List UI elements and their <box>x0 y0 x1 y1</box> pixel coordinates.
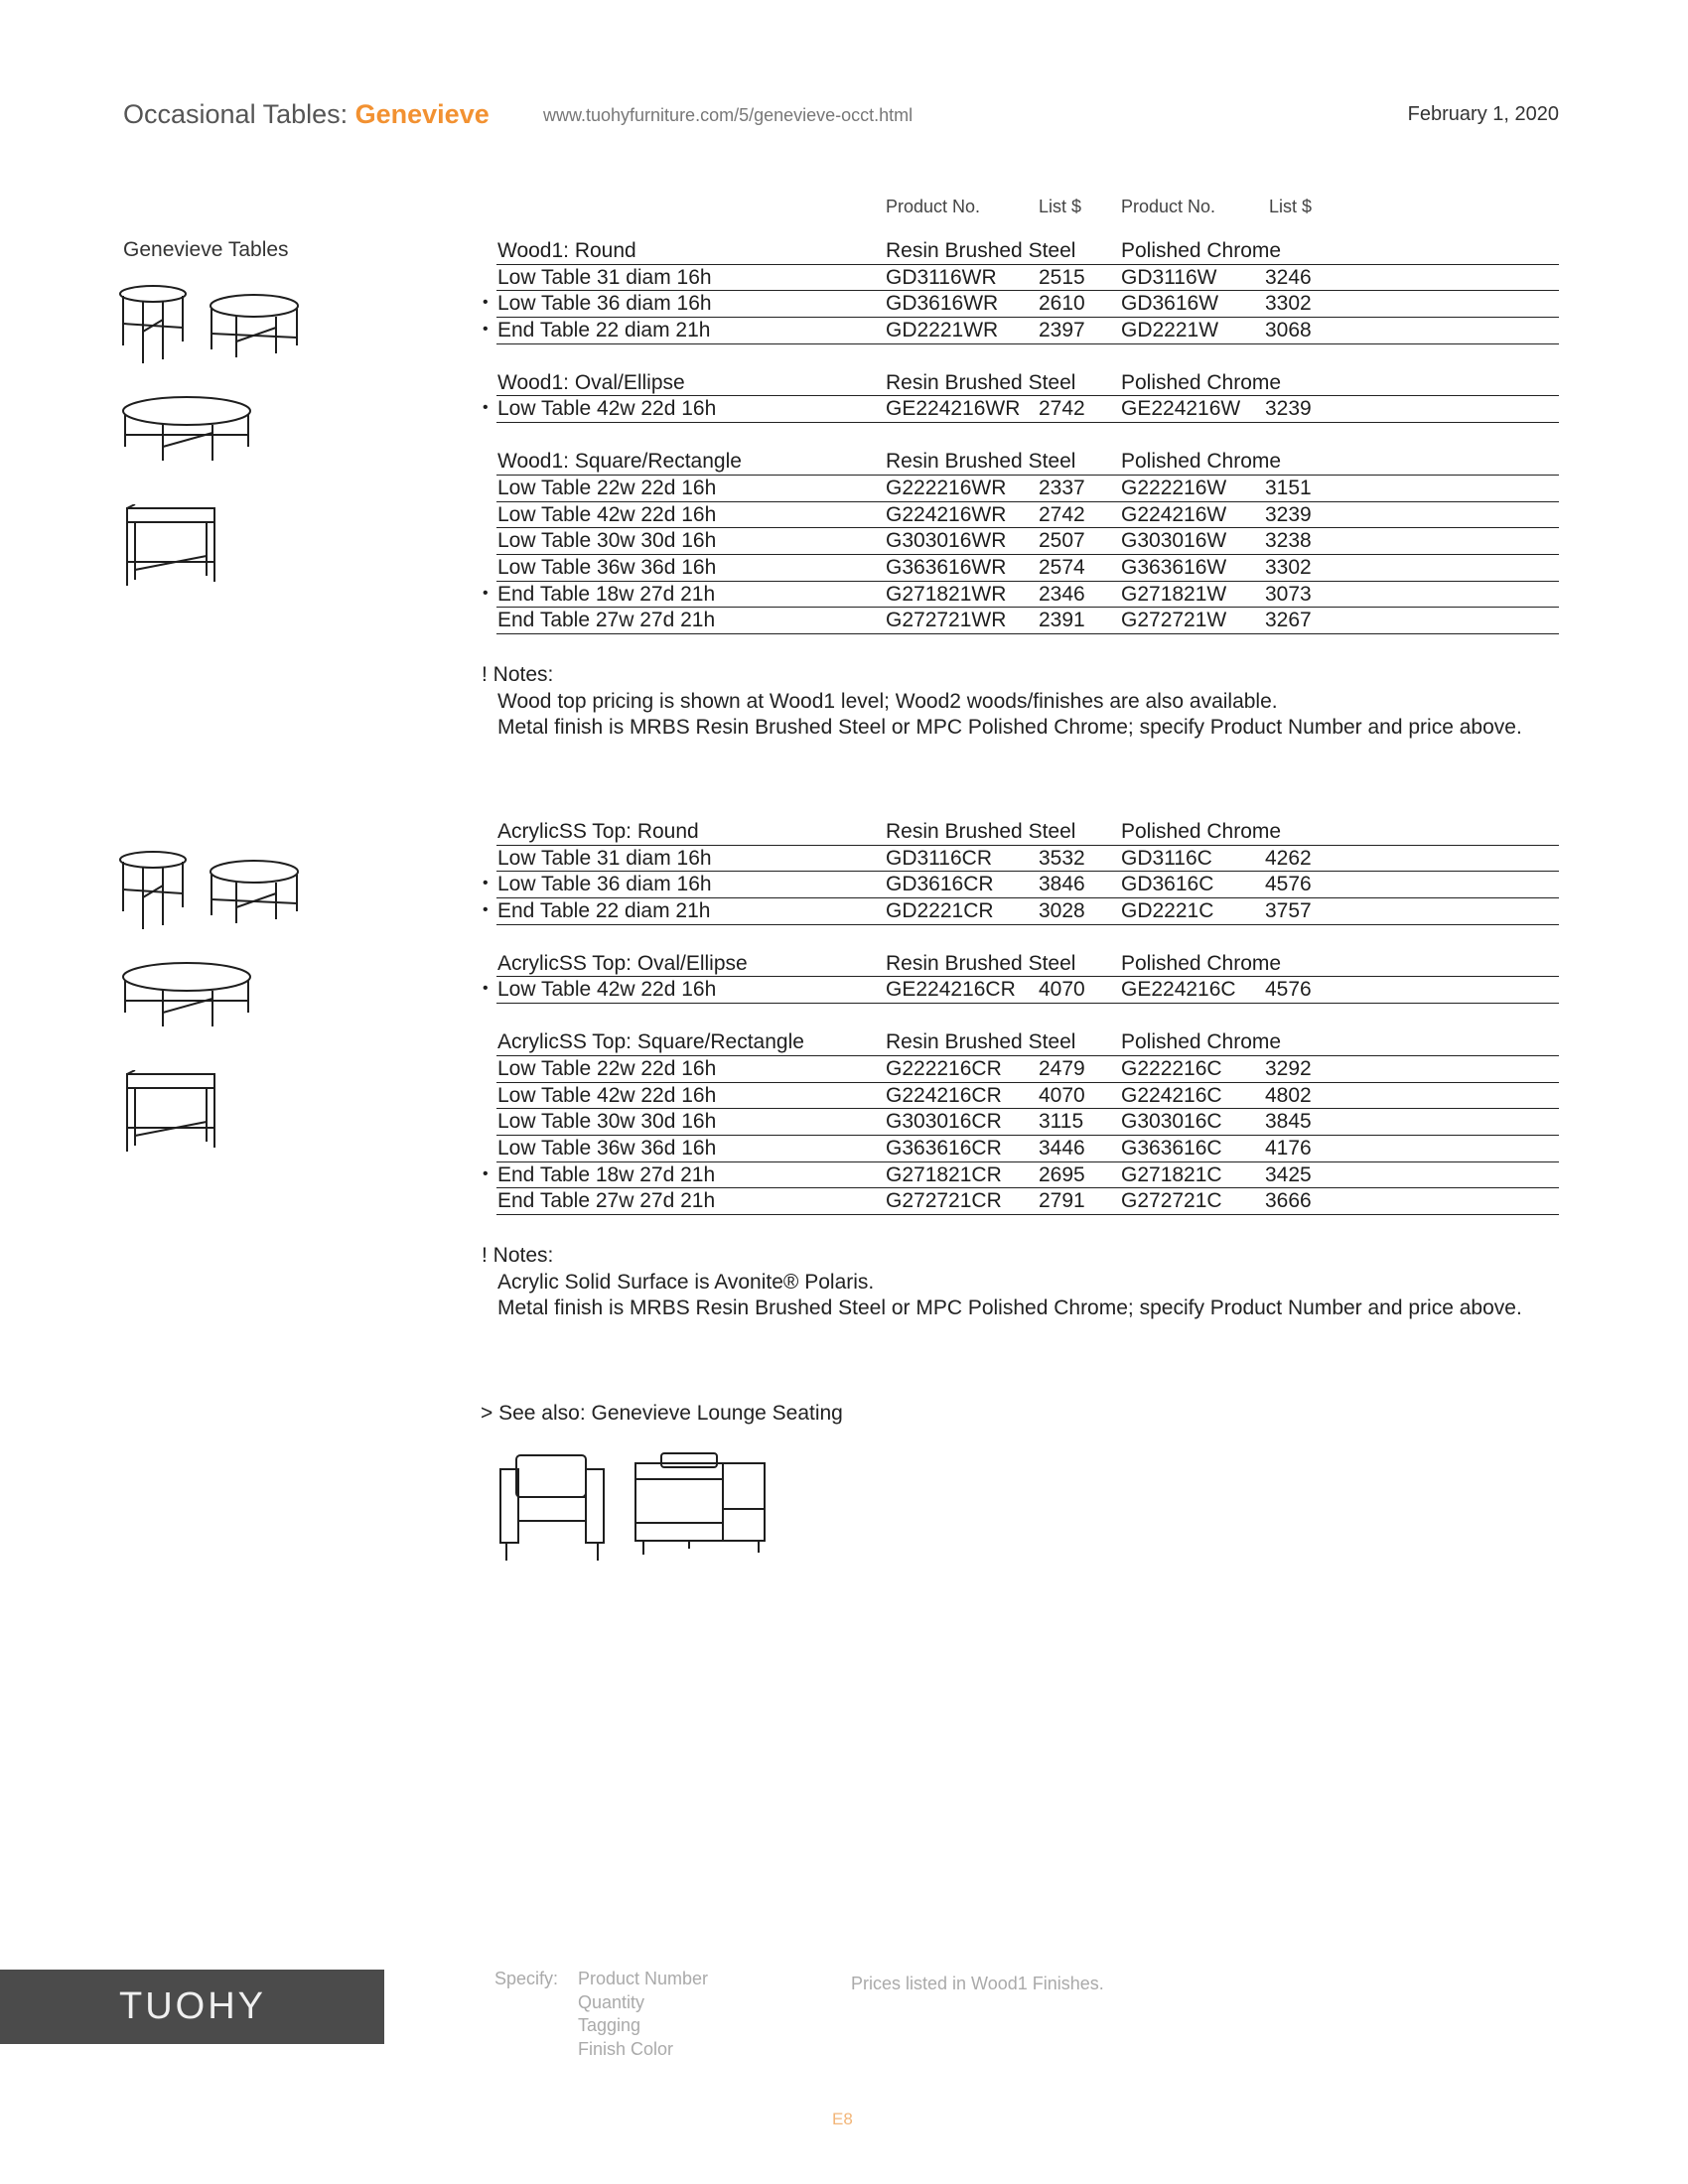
list-price-chrome: 4802 <box>1265 1083 1312 1107</box>
group-title: AcrylicSS Top: Oval/Ellipse <box>497 951 748 975</box>
list-price-resin: 2391 <box>1039 609 1085 632</box>
product-number-resin: G272721WR <box>886 609 1007 632</box>
title-product-name: Genevieve <box>354 99 490 129</box>
stock-bullet: • <box>483 584 489 602</box>
product-number-chrome: GE224216C <box>1121 978 1236 1002</box>
product-number-chrome: GD2221C <box>1121 899 1214 923</box>
table-row <box>496 1083 1559 1110</box>
item-description: End Table 22 diam 21h <box>497 319 711 342</box>
item-description: Low Table 36w 36d 16h <box>497 555 717 579</box>
finish-1-label: Resin Brushed Steel <box>886 450 1076 474</box>
product-number-resin: G222216CR <box>886 1056 1002 1080</box>
product-number-resin: GD3116WR <box>886 265 997 289</box>
table-row <box>496 1109 1559 1136</box>
col-header-list-2: List $ <box>1269 197 1313 216</box>
table-row <box>496 265 1559 292</box>
finish-1-label: Resin Brushed Steel <box>886 1030 1076 1054</box>
list-price-chrome: 3302 <box>1265 292 1312 316</box>
product-number-resin: G303016CR <box>886 1110 1002 1134</box>
table-row <box>496 1136 1559 1162</box>
stock-bullet: • <box>483 399 489 417</box>
title-prefix: Occasional Tables: <box>123 99 355 129</box>
product-number-resin: G224216CR <box>886 1083 1002 1107</box>
group-spacer <box>496 1004 1559 1029</box>
table-row <box>496 502 1559 529</box>
product-number-chrome: GD3116C <box>1121 846 1212 870</box>
item-description: End Table 18w 27d 21h <box>497 1162 716 1186</box>
list-price-resin: 3532 <box>1039 846 1085 870</box>
table-row <box>483 291 1559 318</box>
col-header-product-2: Product No. <box>1121 197 1216 216</box>
specify-item: Quantity <box>578 1991 645 2012</box>
product-url[interactable]: www.tuohyfurniture.com/5/genevieve-occt.html <box>543 105 914 125</box>
list-price-chrome: 3239 <box>1265 397 1312 421</box>
product-number-chrome: GD3616W <box>1121 292 1219 316</box>
finish-2-label: Polished Chrome <box>1121 239 1282 262</box>
table-row <box>483 318 1559 344</box>
product-number-resin: G271821WR <box>886 582 1007 606</box>
product-number-chrome: G363616W <box>1121 555 1227 579</box>
item-description: Low Table 36 diam 16h <box>497 873 712 896</box>
col-header-list-1: List $ <box>1039 197 1082 216</box>
product-number-resin: G271821CR <box>886 1162 1002 1186</box>
group-header-row <box>496 238 1559 265</box>
finish-2-label: Polished Chrome <box>1121 820 1282 843</box>
specify-list <box>578 1969 708 2062</box>
list-price-resin: 2479 <box>1039 1056 1085 1080</box>
list-price-chrome: 3246 <box>1265 265 1312 289</box>
stock-bullet: • <box>483 321 489 339</box>
list-price-resin: 3028 <box>1039 899 1085 923</box>
list-price-resin: 2346 <box>1039 582 1085 606</box>
page-title <box>123 99 490 130</box>
list-price-chrome: 3267 <box>1265 609 1312 632</box>
finish-2-label: Polished Chrome <box>1121 1030 1282 1054</box>
product-number-chrome: G303016W <box>1121 529 1227 553</box>
list-price-resin: 2337 <box>1039 476 1085 499</box>
list-price-resin: 2515 <box>1039 265 1085 289</box>
note-line: Wood top pricing is shown at Wood1 level; Wood2 woods/finishes are also available. <box>497 689 1278 713</box>
group-header-row <box>496 370 1559 397</box>
product-number-chrome: G224216C <box>1121 1083 1222 1107</box>
item-description: Low Table 31 diam 16h <box>497 265 712 289</box>
list-price-chrome: 3238 <box>1265 529 1312 553</box>
table-row <box>483 872 1559 898</box>
stock-bullet: • <box>483 980 489 998</box>
product-number-resin: GE224216WR <box>886 397 1021 421</box>
product-number-chrome: GE224216W <box>1121 397 1241 421</box>
group-title: AcrylicSS Top: Round <box>497 820 699 843</box>
rectangle-table-illustration <box>121 504 220 590</box>
list-price-resin: 2397 <box>1039 319 1085 342</box>
finish-1-label: Resin Brushed Steel <box>886 951 1076 975</box>
item-description: Low Table 36w 36d 16h <box>497 1136 717 1160</box>
round-tables-illustration <box>119 850 308 933</box>
group-spacer <box>496 344 1559 370</box>
product-number-chrome: GD2221W <box>1121 319 1219 342</box>
product-number-resin: GD3616CR <box>886 873 994 896</box>
product-number-resin: G272721CR <box>886 1189 1002 1213</box>
group-header-row <box>496 1029 1559 1056</box>
table-row <box>483 582 1559 609</box>
list-price-chrome: 4576 <box>1265 873 1312 896</box>
product-number-resin: GD2221CR <box>886 899 994 923</box>
list-price-resin: 2507 <box>1039 529 1085 553</box>
list-price-chrome: 3151 <box>1265 476 1312 499</box>
table-row <box>496 555 1559 582</box>
list-price-chrome: 4576 <box>1265 978 1312 1002</box>
list-price-resin: 4070 <box>1039 978 1085 1002</box>
item-description: End Table 22 diam 21h <box>497 899 711 923</box>
item-description: Low Table 22w 22d 16h <box>497 1056 717 1080</box>
finish-2-label: Polished Chrome <box>1121 951 1282 975</box>
rectangle-table-illustration <box>121 1070 220 1156</box>
table-row <box>496 1188 1559 1215</box>
finish-1-label: Resin Brushed Steel <box>886 239 1076 262</box>
product-number-resin: G303016WR <box>886 529 1007 553</box>
publish-date: February 1, 2020 <box>1407 103 1559 125</box>
item-description: Low Table 30w 30d 16h <box>497 529 717 553</box>
note-line: Acrylic Solid Surface is Avonite® Polaris. <box>497 1270 875 1294</box>
list-price-resin: 2610 <box>1039 292 1085 316</box>
table-row <box>496 846 1559 873</box>
list-price-resin: 3446 <box>1039 1136 1085 1160</box>
list-price-chrome: 3073 <box>1265 582 1312 606</box>
page-number: E8 <box>832 2110 853 2128</box>
list-price-chrome: 3292 <box>1265 1056 1312 1080</box>
product-number-resin: GD3616WR <box>886 292 999 316</box>
prices-note: Prices listed in Wood1 Finishes. <box>851 1974 1104 1993</box>
group-spacer <box>496 925 1559 951</box>
table-row <box>483 1162 1559 1189</box>
list-price-resin: 2695 <box>1039 1162 1085 1186</box>
round-tables-illustration <box>119 284 308 367</box>
table-row <box>496 528 1559 555</box>
product-number-resin: G224216WR <box>886 502 1007 526</box>
list-price-chrome: 3302 <box>1265 555 1312 579</box>
group-header-row <box>496 449 1559 476</box>
product-number-chrome: GD3116W <box>1121 265 1217 289</box>
list-price-chrome: 4176 <box>1265 1136 1312 1160</box>
col-header-product-1: Product No. <box>886 197 981 216</box>
wood-price-table <box>483 238 1559 634</box>
product-number-chrome: G222216C <box>1121 1056 1222 1080</box>
group-spacer <box>496 423 1559 449</box>
brand-logo: TUOHY <box>119 1985 266 2027</box>
product-number-resin: G363616WR <box>886 555 1007 579</box>
note-line: Metal finish is MRBS Resin Brushed Steel or MPC Polished Chrome; specify Product Number and price above. <box>497 1297 1522 1319</box>
table-row <box>496 608 1559 634</box>
item-description: Low Table 42w 22d 16h <box>497 978 717 1002</box>
see-also-link[interactable]: > See also: Genevieve Lounge Seating <box>481 1402 843 1425</box>
table-row <box>483 396 1559 423</box>
product-number-resin: GE224216CR <box>886 978 1016 1002</box>
group-title: AcrylicSS Top: Square/Rectangle <box>497 1030 804 1054</box>
list-price-chrome: 3845 <box>1265 1110 1312 1134</box>
specify-item: Tagging <box>578 2015 641 2035</box>
finish-1-label: Resin Brushed Steel <box>886 370 1076 394</box>
product-number-chrome: GD3616C <box>1121 873 1214 896</box>
item-description: End Table 18w 27d 21h <box>497 582 716 606</box>
item-description: Low Table 22w 22d 16h <box>497 476 717 499</box>
table-row <box>496 1056 1559 1083</box>
oval-table-illustration <box>121 961 254 1030</box>
product-number-chrome: G363616C <box>1121 1136 1222 1160</box>
group-title: Wood1: Round <box>497 239 636 262</box>
specify-label: Specify: <box>494 1969 559 1988</box>
wood-notes <box>482 662 1522 742</box>
product-number-chrome: G272721C <box>1121 1189 1222 1213</box>
list-price-resin: 3846 <box>1039 873 1085 896</box>
group-header-row <box>496 819 1559 846</box>
table-row <box>483 898 1559 925</box>
item-description: Low Table 31 diam 16h <box>497 846 712 870</box>
product-number-resin: GD3116CR <box>886 846 992 870</box>
list-price-resin: 2742 <box>1039 502 1085 526</box>
product-number-chrome: G224216W <box>1121 502 1227 526</box>
item-description: Low Table 42w 22d 16h <box>497 502 717 526</box>
item-description: Low Table 42w 22d 16h <box>497 1083 717 1107</box>
product-number-resin: G222216WR <box>886 476 1007 499</box>
product-number-resin: G363616CR <box>886 1136 1002 1160</box>
table-row <box>496 476 1559 502</box>
specify-item: Product Number <box>578 1969 709 1988</box>
lounge-chairs-illustration <box>494 1449 773 1567</box>
group-title: Wood1: Oval/Ellipse <box>497 370 685 394</box>
list-price-resin: 3115 <box>1039 1110 1084 1134</box>
list-price-chrome: 4262 <box>1265 846 1312 870</box>
finish-2-label: Polished Chrome <box>1121 370 1282 394</box>
acrylic-notes <box>482 1243 1522 1322</box>
stock-bullet: • <box>483 901 489 919</box>
item-description: Low Table 30w 30d 16h <box>497 1110 717 1134</box>
item-description: End Table 27w 27d 21h <box>497 609 716 632</box>
oval-table-illustration <box>121 395 254 465</box>
acrylic-price-table <box>483 819 1559 1215</box>
list-price-resin: 2742 <box>1039 397 1085 421</box>
item-description: Low Table 42w 22d 16h <box>497 397 717 421</box>
product-number-chrome: G271821W <box>1121 582 1227 606</box>
list-price-chrome: 3666 <box>1265 1189 1312 1213</box>
list-price-resin: 2574 <box>1039 555 1085 579</box>
product-number-chrome: G303016C <box>1121 1110 1222 1134</box>
list-price-resin: 2791 <box>1039 1189 1085 1213</box>
list-price-chrome: 3068 <box>1265 319 1312 342</box>
list-price-chrome: 3757 <box>1265 899 1312 923</box>
finish-2-label: Polished Chrome <box>1121 450 1282 474</box>
product-number-chrome: G271821C <box>1121 1162 1222 1186</box>
stock-bullet: • <box>483 294 489 312</box>
finish-1-label: Resin Brushed Steel <box>886 820 1076 843</box>
notes-heading: ! Notes: <box>482 663 554 686</box>
section-label: Genevieve Tables <box>123 238 289 261</box>
list-price-resin: 4070 <box>1039 1083 1085 1107</box>
notes-heading: ! Notes: <box>482 1244 554 1267</box>
product-number-resin: GD2221WR <box>886 319 999 342</box>
specify-item: Finish Color <box>578 2038 674 2059</box>
list-price-chrome: 3239 <box>1265 502 1312 526</box>
group-title: Wood1: Square/Rectangle <box>497 450 742 474</box>
product-number-chrome: G272721W <box>1121 609 1227 632</box>
group-header-row <box>496 951 1559 978</box>
item-description: End Table 27w 27d 21h <box>497 1189 716 1213</box>
list-price-chrome: 3425 <box>1265 1162 1312 1186</box>
table-row <box>483 977 1559 1004</box>
stock-bullet: • <box>483 875 489 892</box>
product-number-chrome: G222216W <box>1121 476 1227 499</box>
note-line: Metal finish is MRBS Resin Brushed Steel or MPC Polished Chrome; specify Product Number and price above. <box>497 716 1522 739</box>
item-description: Low Table 36 diam 16h <box>497 292 712 316</box>
stock-bullet: • <box>483 1164 489 1182</box>
